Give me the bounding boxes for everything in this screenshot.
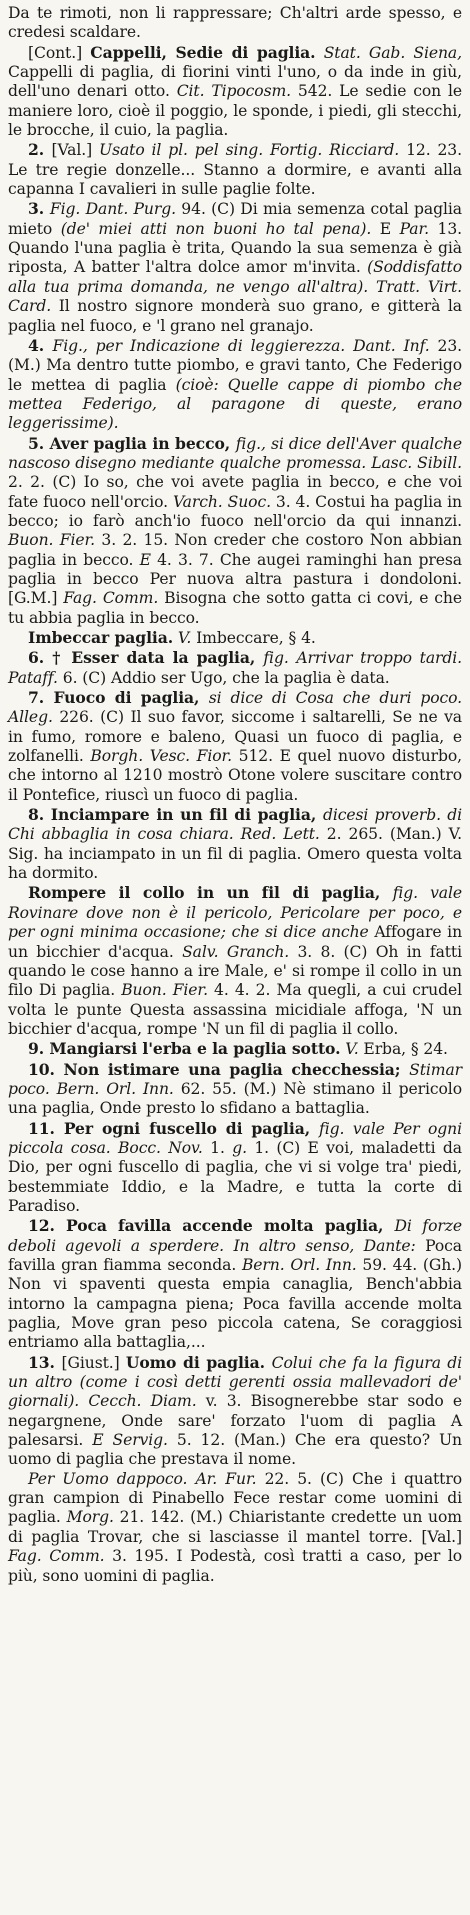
entry-text: 3. 2. 15. Non creder che costoro Non abbian paglia in becco. xyxy=(8,531,462,569)
entry-text: 4. 4. 2. Ma quegli, a cui crudel volta le punte Questa assassina micidiale affoga, 'N un bicchier d'acqua, rompe 'N un fil di paglia il collo. xyxy=(8,981,462,1038)
entry-text: 62. 55. (M.) Nè stimano il pericolo una paglia, Onde presto lo sfidano a battaglia. xyxy=(8,1079,462,1118)
entry-citation: Salv. Granch. xyxy=(182,942,290,961)
entry-headword: Imbeccar paglia. xyxy=(28,628,174,647)
entry-text: 2. 265. (Man.) V. Sig. ha inciampato in un fil di paglia. Omero questa volta ha dormito. xyxy=(8,825,462,883)
entry-headword: 4. xyxy=(28,335,53,355)
entry-text: Il nostro signore monderà suo grano, e gitterà la paglia nel fuoco, e 'l grano nel granajo. xyxy=(8,297,462,335)
entry-citation: Stimar poco. Bern. Orl. Inn. xyxy=(8,1060,462,1098)
dictionary-entry xyxy=(8,883,462,1039)
entry-citation: Bern. Orl. Inn. xyxy=(241,1256,357,1274)
entry-text: 3. 195. I Podestà, così tratti a caso, per lo più, sono uomini di paglia. xyxy=(8,1547,462,1585)
dictionary-entry xyxy=(8,199,462,335)
entry-text: 22. 5. (C) Che i quattro gran campion di Pinabello Fece restar come uomini di paglia. xyxy=(8,1469,462,1527)
dictionary-entry xyxy=(8,688,462,805)
entry-text: 2. 2. (C) Io so, che voi avete paglia in becco, e che voi fate fuoco nell'orcio. xyxy=(8,473,462,511)
entry-citation: fig. vale Rovinare dove non è il pericolo, Pericolare per poco, e per ogni minima occasione; che si dice anche xyxy=(8,884,463,942)
entry-citation: Di forze deboli agevoli a sperdere. In altro senso, Dante: xyxy=(8,1217,462,1255)
entry-citation: (de' miei atti non buoni ho tal pena). xyxy=(60,219,372,238)
entry-citation: fig., si dice dell'Aver qualche nascoso disegno mediante qualche promessa. Lasc. Sibill. xyxy=(8,434,462,472)
entry-citation: Buon. Fier. xyxy=(8,531,96,550)
entry-text: 3. 8. (C) Oh in fatti quando le cose hanno a ire Male, e' si rompe il collo in un filo Di paglia. xyxy=(8,942,462,1000)
entry-text: 94. (C) Di mia semenza cotal paglia mieto xyxy=(8,200,462,238)
dictionary-entry xyxy=(8,628,462,648)
entry-headword: 3. xyxy=(28,199,50,219)
entry-text: [Val.] xyxy=(51,141,100,160)
entry-text: 13. Quando l'una paglia è trita, Quando la sua semenza è già riposta, A batter l'altra dolce amor m'invita. xyxy=(8,219,463,277)
entry-text: 6. (C) Addio ser Ugo, che la paglia è data. xyxy=(57,668,390,687)
dictionary-entry xyxy=(8,1119,462,1217)
entry-text: Imbeccare xyxy=(196,629,279,647)
entry-headword: 13. xyxy=(28,1352,62,1372)
entry-headword: 9. Mangiarsi l'erba e la paglia sotto. xyxy=(28,1039,341,1059)
entry-text: Bisogna che sotto gatta ci covi, e che tu abbia paglia in becco. xyxy=(8,589,462,627)
entry-citation: Fig. Dant. Purg. xyxy=(49,200,176,219)
dictionary-entry xyxy=(8,805,462,883)
entry-citation: Tratt. Virt. Card. xyxy=(8,277,462,316)
dictionary-entry xyxy=(8,648,462,688)
entry-headword: 7. Fuoco di paglia, xyxy=(28,688,209,708)
entry-citation: Fag. Comm. xyxy=(63,589,159,608)
entry-headword: 12. Poca favilla accende molta paglia, xyxy=(28,1216,395,1236)
dictionary-entry xyxy=(8,1039,462,1059)
dictionary-entry xyxy=(8,140,462,199)
entry-text: , § 4. xyxy=(278,629,316,647)
entry-citation: E xyxy=(139,550,151,569)
entry-citation: Stat. Gab. Siena, xyxy=(315,43,462,62)
entry-text: 59. 44. (Gh.) Non vi spaventi questa empia canaglia, Bench'abbia intorno la campagna piena; Poca favilla accende molta paglia, Move gran peso piccola catena, Se coraggiosi entriamo alla battaglia,... xyxy=(8,1256,462,1352)
entry-headword: 5. Aver paglia in becco, xyxy=(28,433,236,453)
entry-text: [Cont.] xyxy=(28,43,91,62)
entry-citation: Borgh. Vesc. Fior. xyxy=(90,747,232,766)
entry-text: Cappelli di paglia, di fiorini vinti l'uno, o da inde in giù, dell'uno denari otto. xyxy=(8,63,462,101)
entry-headword: 2. xyxy=(28,140,52,160)
entry-text: v. 3. Bisognerebbe star sodo e negargnene, Onde sare' forzato l'uom di paglia A palesarsi. xyxy=(8,1392,462,1450)
entry-text: Da te rimoti, non li rappressare; Ch'altri arde spesso, e credesi scaldare. xyxy=(8,4,462,42)
entry-headword: Cappelli, Sedie di paglia. xyxy=(90,42,316,62)
entry-headword: 11. Per ogni fuscello di paglia, xyxy=(28,1118,320,1138)
entry-citation: Cit. Tipocosm. xyxy=(176,82,292,101)
entry-citation: E Servig. xyxy=(92,1431,168,1450)
entry-citation: Varch. Suoc. xyxy=(172,492,271,511)
entry-headword: 6. † Esser data la paglia, xyxy=(28,648,264,668)
dictionary-entry xyxy=(8,1060,462,1119)
entry-text: Erba xyxy=(363,1040,402,1059)
entry-citation: (cioè: Quelle cappe di piombo che mettea Federigo, al paragone di queste, erano leggerissime). xyxy=(8,375,462,433)
entry-citation: V. xyxy=(340,1040,364,1059)
entry-citation: Colui che fa la figura di un altro (come i così detti gerenti ossia mallevadori de' giornali). Cecch. Diam. xyxy=(8,1353,462,1411)
entry-text: 5. 12. (Man.) Che era questo? Un uomo di paglia che prestava il nome. xyxy=(8,1431,462,1469)
entry-citation: Per Uomo dappoco. Ar. Fur. xyxy=(28,1469,257,1488)
entry-text: 542. Le sedie con le maniere loro, cioè il poggio, le sponde, i piedi, gli stecchi, le brocche, il cuio, la paglia. xyxy=(8,82,462,140)
entry-text: 4. 3. 7. Che augei raminghi han presa paglia in becco Per nuova altra pastura i dondoloni. [G.M.] xyxy=(8,550,462,608)
entry-citation: si dice di Cosa che duri poco. Alleg. xyxy=(8,689,462,727)
dictionary-entry xyxy=(8,1216,462,1352)
entry-citation: Fag. Comm. xyxy=(8,1547,105,1566)
entry-citation: Morg. xyxy=(66,1508,114,1527)
entry-citation: fig. vale Per ogni piccola cosa. Bocc. Nov. xyxy=(8,1119,462,1157)
entry-text: E xyxy=(371,219,400,238)
entry-text: [Giust.] xyxy=(61,1353,126,1372)
dictionary-entry xyxy=(8,1353,462,1470)
entry-citation: Buon. Fier. xyxy=(121,981,208,1000)
entry-text: 23. (M.) Ma dentro tutte piombo, e gravi tanto, Che Federigo le mettea di paglia xyxy=(8,336,463,394)
entry-text: Affogare in un bicchier d'acqua. xyxy=(8,923,463,961)
entry-citation: g. xyxy=(232,1138,247,1157)
dictionary-entry xyxy=(8,43,462,141)
entry-text xyxy=(368,278,376,296)
entry-text: 1. xyxy=(202,1138,233,1157)
dictionary-entry xyxy=(8,434,462,628)
entry-citation: dicesi proverb. di Chi abbaglia in cosa chiara. Red. Lett. xyxy=(8,806,462,844)
dictionary-entry xyxy=(8,4,462,43)
entry-citation: Usato il pl. pel sing. Fortig. Ricciard. xyxy=(99,141,400,160)
entry-text: , § 24. xyxy=(401,1040,448,1059)
entry-headword: 8. Inciampare in un fil di paglia, xyxy=(28,805,323,825)
dictionary-entry xyxy=(8,336,462,434)
entry-text: 21. 142. (M.) Chiaristante credette un uom di paglia Trovar, che si lasciasse il mantel torre. [Val.] xyxy=(8,1508,462,1546)
entry-text: 226. (C) Il suo favor, siccome i saltarelli, Se ne va in fumo, romore e baleno, Quasi un fuoco di paglia, e zolfanelli. xyxy=(8,708,462,766)
entry-citation: Fig., per Indicazione di leggierezza. Dant. Inf. xyxy=(52,336,430,355)
entry-text: 1. (C) E voi, maladetti da Dio, per ogni fuscello di paglia, che vi si volge tra' piedi, bestemmiate Iddio, e la Madre, e tutta la corte di Paradiso. xyxy=(8,1138,462,1215)
entry-headword: 10. Non istimare una paglia checchessia; xyxy=(28,1059,410,1079)
entry-citation: V. xyxy=(173,629,197,647)
dictionary-entry xyxy=(8,1470,462,1586)
entry-citation: Par. xyxy=(399,219,429,238)
entry-headword: Uomo di paglia. xyxy=(125,1352,272,1372)
entry-headword: Rompere il collo in un fil di paglia, xyxy=(28,883,393,903)
entry-citation: (Soddisfatto alla tua prima domanda, ne vengo all'altra). xyxy=(8,258,462,296)
entry-text: 12. 23. Le tre regie donzelle... Stanno a dormire, e avanti alla capanna I cavalieri in sulle paglie folte. xyxy=(8,141,462,199)
entry-text: 3. 4. Costui ha paglia in becco; io farò anch'io fuoco nell'orcio da qui innanzi. xyxy=(8,492,463,530)
entry-text: Poca favilla gran fiamma seconda. xyxy=(8,1236,462,1274)
entry-text: 512. E quel nuovo disturbo, che intorno al 1210 mostrò Otone volere suscitare contro il Pontefice, riuscì un fuoco di paglia. xyxy=(8,747,462,804)
entry-citation: fig. Arrivar troppo tardi. Pataff. xyxy=(8,649,462,687)
